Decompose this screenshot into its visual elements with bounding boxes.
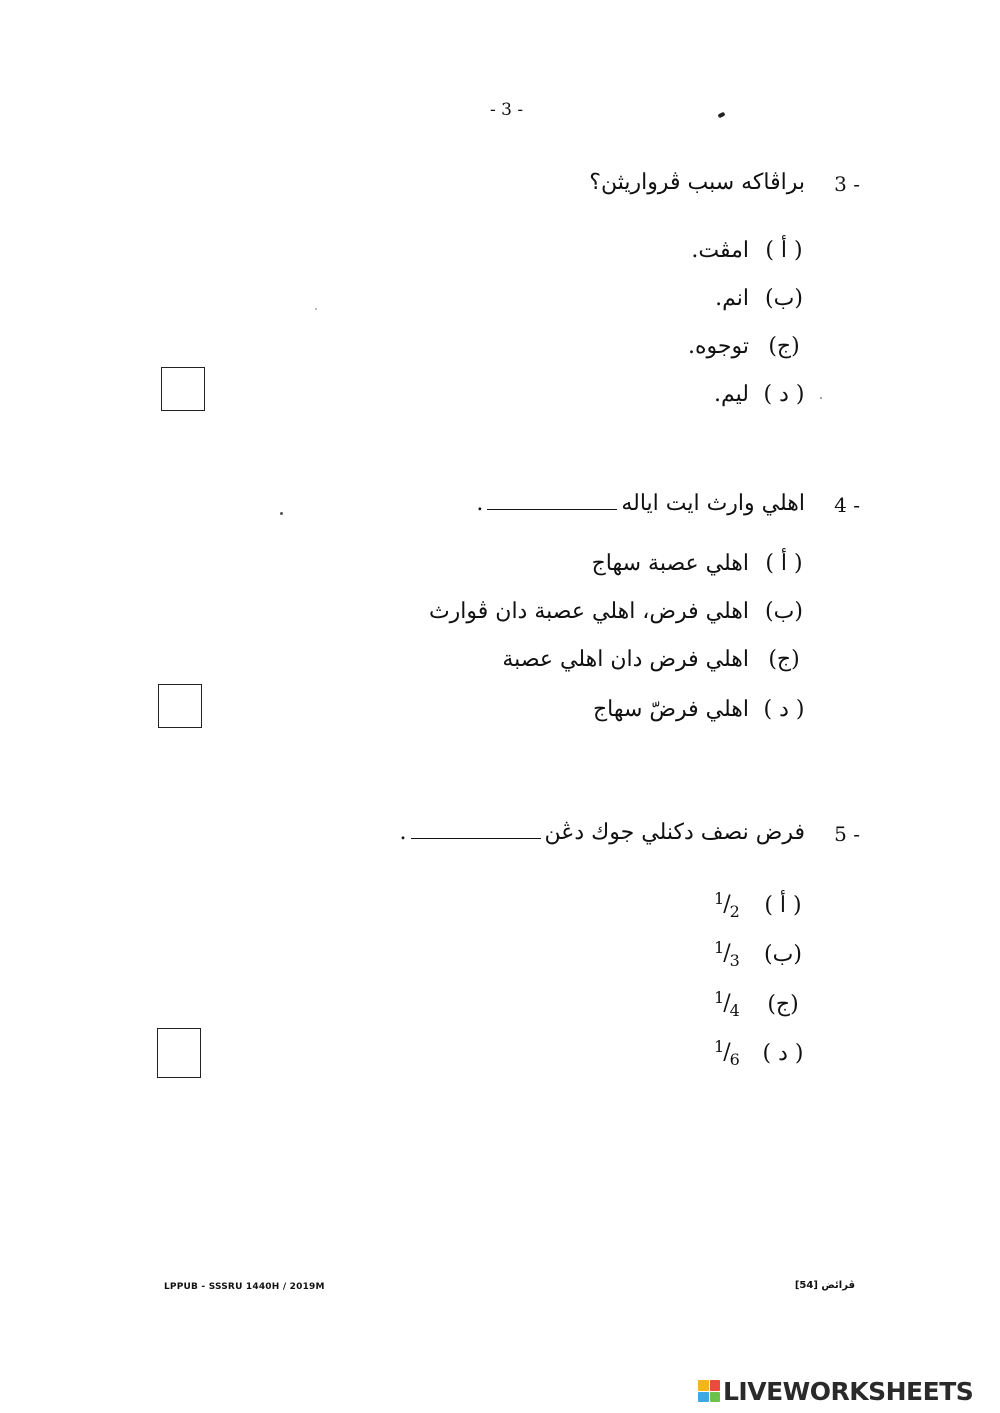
fraction-numerator: 1 xyxy=(714,938,725,957)
scan-dot xyxy=(820,397,822,399)
answer-blank xyxy=(411,837,541,839)
option-d xyxy=(714,382,805,407)
fraction-denominator: 3 xyxy=(729,951,740,970)
logo-tile xyxy=(698,1380,709,1391)
fraction-denominator: 2 xyxy=(729,902,740,921)
question-stem: اهلي وارث ايت اياله xyxy=(621,491,805,516)
page-number: - 3 - xyxy=(490,100,524,120)
option-c xyxy=(502,647,805,672)
fraction: $^1/_3$ xyxy=(714,938,740,970)
question-number: 4 - xyxy=(834,493,860,517)
option-text: امڤت. xyxy=(691,238,749,263)
question-stem: فرض نصف دكنلي جوك دڠن xyxy=(544,820,805,845)
option-letter: (ب) xyxy=(765,286,803,311)
logo-tile xyxy=(698,1392,709,1403)
brand-text: LIVEWORKSHEETS xyxy=(723,1376,974,1406)
option-text: توجوه. xyxy=(688,334,749,359)
option-letter: ( د ) xyxy=(763,382,805,407)
fraction: $^1/_6$ xyxy=(714,1037,740,1069)
question-end: . xyxy=(399,820,407,845)
option-b xyxy=(429,599,805,624)
scan-dot xyxy=(315,308,317,310)
option-letter: ( أ ) xyxy=(764,893,802,918)
option-letter: ( د ) xyxy=(763,697,805,722)
option-text: انم. xyxy=(715,286,749,311)
question-number: 5 - xyxy=(834,822,860,846)
option-a xyxy=(691,238,805,263)
answer-box-3[interactable] xyxy=(161,367,205,411)
option-letter: (ب) xyxy=(764,942,802,967)
footer-code: LPPUB - SSSRU 1440H / 2019M xyxy=(164,1282,325,1292)
fraction-numerator: 1 xyxy=(714,988,725,1007)
option-c xyxy=(688,334,805,359)
option-text: اهلي عصبة سهاج xyxy=(591,551,749,576)
question-text xyxy=(476,491,805,516)
fraction: $^1/_4$ xyxy=(714,988,740,1020)
option-a xyxy=(592,551,805,576)
option-text: اهلي فرض، اهلي عصبة دان ڤوارث xyxy=(428,599,749,624)
option-letter: (ب) xyxy=(765,599,803,624)
option-text: اهلي فرض دان اهلي عصبة xyxy=(502,647,749,672)
liveworksheets-brand xyxy=(698,1378,973,1404)
fraction: $^1/_2$ xyxy=(714,889,740,921)
option-b xyxy=(715,286,805,311)
fraction-numerator: 1 xyxy=(714,1037,725,1056)
fraction-numerator: 1 xyxy=(714,889,725,908)
answer-box-5[interactable] xyxy=(157,1028,201,1078)
answer-blank xyxy=(487,508,617,510)
question-number: 3 - xyxy=(834,172,860,196)
scan-dot xyxy=(280,512,283,515)
option-letter: ( أ ) xyxy=(765,551,803,576)
option-d xyxy=(593,697,805,722)
footer-subject: ڤرائض [54] xyxy=(794,1280,855,1291)
option-text: اهلي فرضّ سهاج xyxy=(592,697,749,722)
logo-tile xyxy=(710,1392,721,1403)
question-text: براڤاكه سبب ڤرواريثن؟ xyxy=(589,170,805,195)
question-end: . xyxy=(476,491,484,516)
option-letter: (ج) xyxy=(768,334,800,359)
option-letter: ( د ) xyxy=(762,1041,804,1066)
liveworksheets-logo-icon xyxy=(698,1380,720,1402)
fraction-denominator: 4 xyxy=(729,1001,740,1020)
logo-tile xyxy=(710,1380,721,1391)
option-letter: ( أ ) xyxy=(765,238,803,263)
option-text: ليم. xyxy=(714,382,749,407)
fraction-denominator: 6 xyxy=(729,1050,740,1069)
scan-mark xyxy=(717,112,725,119)
question-text xyxy=(400,820,806,845)
option-letter: (ج) xyxy=(767,992,799,1017)
option-letter: (ج) xyxy=(768,647,800,672)
answer-box-4[interactable] xyxy=(158,684,202,728)
